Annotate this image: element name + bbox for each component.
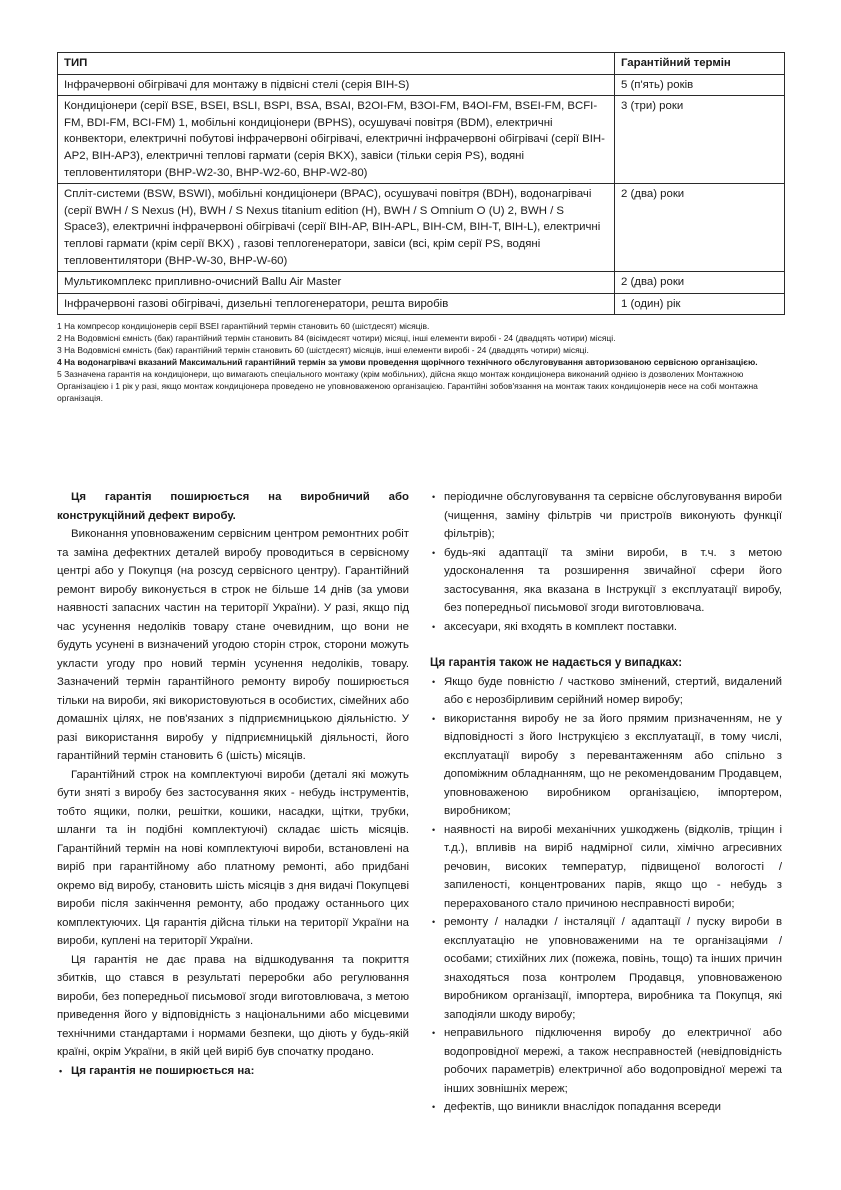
exclusions-intro-list <box>57 1062 409 1081</box>
body-columns <box>57 488 784 1138</box>
table-row <box>58 293 785 315</box>
repair-paragraph: Виконання уповноваженим сервісним центром ремонтних робіт та заміна дефектних деталей виробу проводиться в сервісному центрі або у Покупця (на розсуд сервісного центру). Гарантійний ремонт виробу виконується в строк не більше 14 днів (за умови наявності запасних частин на території України). У разі, якщо під час усунення недоліків товару стане очевидним, що вони не будуть усунені в визначений угодою сторін строк, сторони можуть укласти угоду про новий термін усунення недоліків, товару. Зазначений термін гарантійного ремонту виробу поширюється тільки на вироби, які використовуються в особистих, сімейних або домашніх цілях, не пов'язаних з підприємницькою діяльністю. У разі використання виробу у підприємницькій діяльності, його гарантійний термін становить 6 (шість) місяців. <box>57 528 409 762</box>
row-type: Інфрачервоні обігрівачі для монтажу в підвісні стелі (серія BIH-S) <box>58 74 615 96</box>
table-row <box>58 272 785 294</box>
list-item: • будь-які адаптації та зміни вироби, в т.ч. з метою удосконалення та розширення звичайної сфери його застосування, яка вказана в Інструкції з експлуатації виробу, без попередньої письмової згоди виготовлювача. <box>430 544 782 618</box>
row-type: Мультикомплекс припливно-очисний Ballu Air Master <box>58 272 615 294</box>
table-header-row <box>58 53 785 75</box>
list-item: • використання виробу не за його прямим призначенням, не у відповідності з його Інструкцією з експлуатації, в тому числі, експлуатації виробу з перевантаженням або спільно з допоміжним обладнанням, що не рекомендованим Продавцем, уповноваженою виробником організацією, імпортером, виробником; <box>430 710 782 821</box>
compensation-paragraph: Ця гарантія не дає права на відшкодування та покриття збитків, що стався в результаті переробки або регулювання вироби, без попередньої письмової згоди виготовлювача, з метою приведення його у відповідність з національними або місцевими технічними стандартами і нормами безпеки, що діють у будь-якій країні, окрім України, в якій цей виріб був спочатку продано. <box>57 953 409 1058</box>
footnote-4: 4 На водонагрівачі вказаний Максимальний гарантійний термін за умови проведення щорічного технічного обслуговування авторизованою сервісною організацією. <box>57 357 758 368</box>
footnotes <box>57 321 784 404</box>
exclusions-intro: • Ця гарантія не поширюється на: <box>57 1062 409 1081</box>
table-row <box>58 184 785 272</box>
footnote-5: 5 Зазначена гарантія на кондиціонери, що вимагають спеціального монтажу (крім мобільних), дійсна якщо монтаж кондиціонера виконаний однією із дозволених Монтажною Організацією і 1 рік у разі, якщо монтаж кондиціонера проведено не уповноваженою організацією. Гарантійні зобов'язання на монтаж таких кондиціонерів несе на собі монтажна організація. <box>57 368 758 403</box>
components-paragraph: Гарантійний строк на комплектуючі вироби (деталі які можуть бути зняті з виробу без застосування яких - небудь інструментів, тобто ящики, полки, решітки, кошики, насадки, щітки, трубки, шланги та ін подібні комплектуючі) складає шість місяців. Гарантійний термін на нові комплектуючі вироби, встановлені на виріб при гарантійному або платному ремонті, або придбані окремо від виробу, становить шість місяців з дня видачі Покупцеві вироби після закінчення ремонту, або продажу останнього цих комплектуючих. Ця гарантія дійсна тільки на території України на вироби, куплені на території України. <box>57 768 409 947</box>
cases-list <box>430 673 782 1117</box>
header-term: Гарантійний термін <box>615 53 785 75</box>
row-type: Спліт-системи (BSW, BSWI), мобільні кондиціонери (BPAC), осушувачі повітря (BDH), водонагрівачі (серії BWH / S Nexus (H), BWH / S Nexus titanium edition (H), BWH / S Omnium O (U) 2, BWH / S Space3), електричні інфрачервоні обігрівачі (серії BIH-AP, BIH-APL, BIH-CM, BIH-T, BIH-L), електричні теплові гармати (крім серії BKX) , газові теплогенератори, завіси (всі, крім серії PS, водяні тепловентилятори (BHP-W-30, BHP-W-60) <box>58 184 615 272</box>
right-column <box>430 488 782 1117</box>
footnote-1: 1 На компресор кондиціонерів серії BSEI гарантійний термін становить 60 (шістдесят) місяців. <box>57 321 430 332</box>
row-type: Інфрачервоні газові обігрівачі, дизельні теплогенератори, решта виробів <box>58 293 615 315</box>
list-item: • ремонту / наладки / інсталяції / адаптації / пуску вироби в експлуатацію не уповноваженими на те організаціями / особами; стихійних лих (пожежа, повінь, тощо) та інших причин знаходяться поза контролем Продавця, уповноваженою виробником організації, імпортера, виробника та Покупця, які заподіяли шкоду виробу; <box>430 913 782 1024</box>
row-type: Кондиціонери (серії BSE, BSEI, BSLI, BSPI, BSA, BSAI, B2OI-FM, B3OI-FM, B4OI-FM, BSEI-FM, BCFI-FM, BDI-FM, BCI-FM) 1, мобільні кондиціонери (BPHS), осушувачі повітря (BDM), електричні конвектори, електричні побутові інфрачервоні обігрівачі, електричні інфрачервоні обігрівачі (серії BIH-AP2, BIH-AP3), електричні теплові гармати (серія BKX), завіси (тільки серія PS), водяні тепловентилятори (BHP-W2-30, BHP-W2-60, BHP-W2-80) <box>58 96 615 184</box>
list-item: • неправильного підключення виробу до електричної або водопровідної мережі, а також несправностей (невідповідність робочих параметрів) електричної або водопровідної мережі та інших зовнішніх мереж; <box>430 1024 782 1098</box>
header-type: ТИП <box>58 53 615 75</box>
list-item: • періодичне обслуговування та сервісне обслуговування вироби (чищення, заміну фільтрів чи пристроїв виконують функції фільтрів); <box>430 488 782 544</box>
warranty-table <box>57 52 785 315</box>
list-item: • аксесуари, які входять в комплект поставки. <box>430 618 782 637</box>
row-term: 2 (два) роки <box>615 184 785 272</box>
table-row <box>58 74 785 96</box>
row-term: 2 (два) роки <box>615 272 785 294</box>
list-item: • Якщо буде повністю / частково змінений, стертий, видалений або є нерозбірливим серійний номер виробу; <box>430 673 782 710</box>
page <box>57 52 784 1113</box>
row-term: 1 (один) рік <box>615 293 785 315</box>
exclusions-list <box>430 488 782 636</box>
list-item: • дефектів, що виникли внаслідок попадання всереди <box>430 1098 782 1117</box>
footnote-2: 2 На Водовмісні ємність (бак) гарантійний термін становить 84 (вісімдесят чотири) місяці, інші елементи виробі - 24 (двадцять чотири) місяці. <box>57 333 616 344</box>
list-item: • наявності на виробі механічних ушкоджень (відколів, тріщин і т.д.), впливів на виріб надмірної сили, хімічно агресивних речовин, високих температур, підвищеної вологості / запиленості, концентрованих парів, якщо що - небудь з перерахованого стало причиною несправності вироби; <box>430 821 782 914</box>
footnote-3: 3 На Водовмісні ємність (бак) гарантійний термін становить 60 (шістдесят) місяців, інші елементи виробі - 24 (двадцять чотири) місяці. <box>57 345 589 356</box>
coverage-statement: Ця гарантія поширюється на виробничий або конструкційний дефект виробу. <box>57 491 409 522</box>
left-column <box>57 488 409 1080</box>
row-term: 5 (п'ять) років <box>615 74 785 96</box>
row-term: 3 (три) роки <box>615 96 785 184</box>
table-row <box>58 96 785 184</box>
section-heading: Ця гарантія також не надається у випадках: <box>430 656 683 669</box>
